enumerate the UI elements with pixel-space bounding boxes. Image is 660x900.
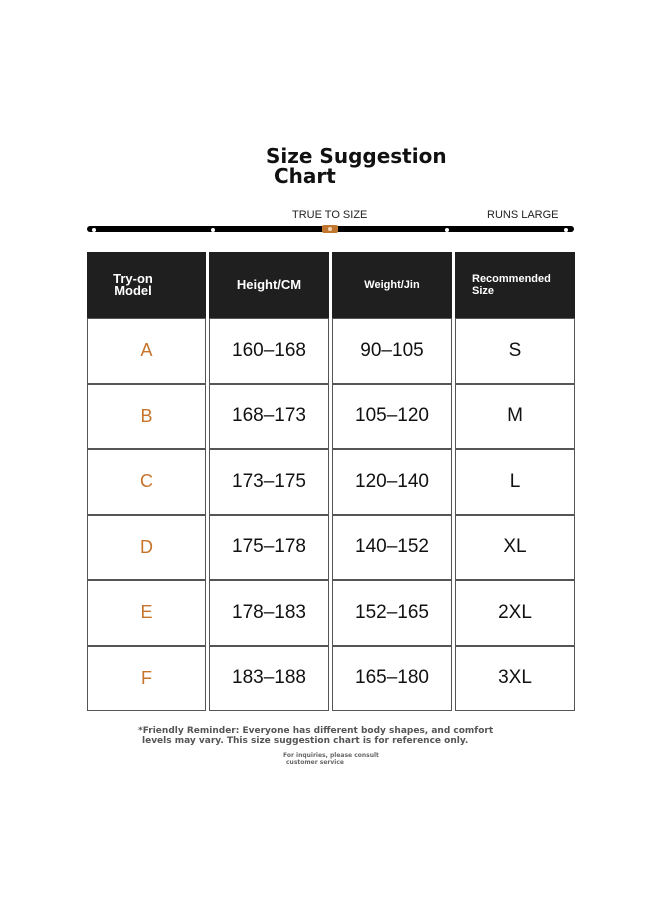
reminder-line2: levels may vary. This size suggestion chart is for reference only. xyxy=(142,736,469,746)
contact-line2: customer service xyxy=(286,759,344,766)
fit-scale-dot xyxy=(445,228,449,232)
weight-cell: 152–165 xyxy=(332,580,452,646)
reminder-line1: *Friendly Reminder: Everyone has different body shapes, and comfort xyxy=(138,726,494,736)
contact-line1: For inquiries, please consult xyxy=(283,752,379,759)
size-cell: M xyxy=(455,384,575,450)
friendly-reminder xyxy=(138,726,498,746)
fit-scale-marker xyxy=(322,225,338,233)
weight-cell: 120–140 xyxy=(332,449,452,515)
header-label: Recommended Size xyxy=(472,273,551,297)
height-cell: 160–168 xyxy=(209,318,329,384)
header-label: Try-on Model xyxy=(113,271,153,298)
header-label: Weight/Jin xyxy=(364,279,420,291)
model-cell: D xyxy=(87,515,206,581)
header-recommended-size xyxy=(455,252,575,318)
height-cell: 175–178 xyxy=(209,515,329,581)
weight-cell: 140–152 xyxy=(332,515,452,581)
header-weight xyxy=(332,252,452,318)
chart-title-line1: Size Suggestion xyxy=(266,144,447,168)
header-label: Height/CM xyxy=(236,277,302,292)
fit-scale-dot xyxy=(211,228,215,232)
runs-large-label: RUNS LARGE xyxy=(487,209,559,221)
size-cell: XL xyxy=(455,515,575,581)
chart-title xyxy=(266,146,486,186)
model-cell: C xyxy=(87,449,206,515)
weight-cell: 105–120 xyxy=(332,384,452,450)
header-height xyxy=(209,252,329,318)
size-table xyxy=(87,252,575,711)
model-cell: F xyxy=(87,646,206,712)
model-cell: B xyxy=(87,384,206,450)
height-cell: 168–173 xyxy=(209,384,329,450)
fit-scale-dot xyxy=(564,228,568,232)
size-cell: L xyxy=(455,449,575,515)
height-cell: 178–183 xyxy=(209,580,329,646)
height-cell: 183–188 xyxy=(209,646,329,712)
chart-title-line2: Chart xyxy=(274,164,336,188)
fit-scale-dot xyxy=(92,228,96,232)
model-cell: E xyxy=(87,580,206,646)
size-cell: 3XL xyxy=(455,646,575,712)
contact-note xyxy=(283,752,403,766)
size-cell: S xyxy=(455,318,575,384)
weight-cell: 90–105 xyxy=(332,318,452,384)
weight-cell: 165–180 xyxy=(332,646,452,712)
header-try-on-model xyxy=(87,252,206,318)
true-to-size-label: TRUE TO SIZE xyxy=(292,209,368,221)
height-cell: 173–175 xyxy=(209,449,329,515)
model-cell: A xyxy=(87,318,206,384)
size-cell: 2XL xyxy=(455,580,575,646)
